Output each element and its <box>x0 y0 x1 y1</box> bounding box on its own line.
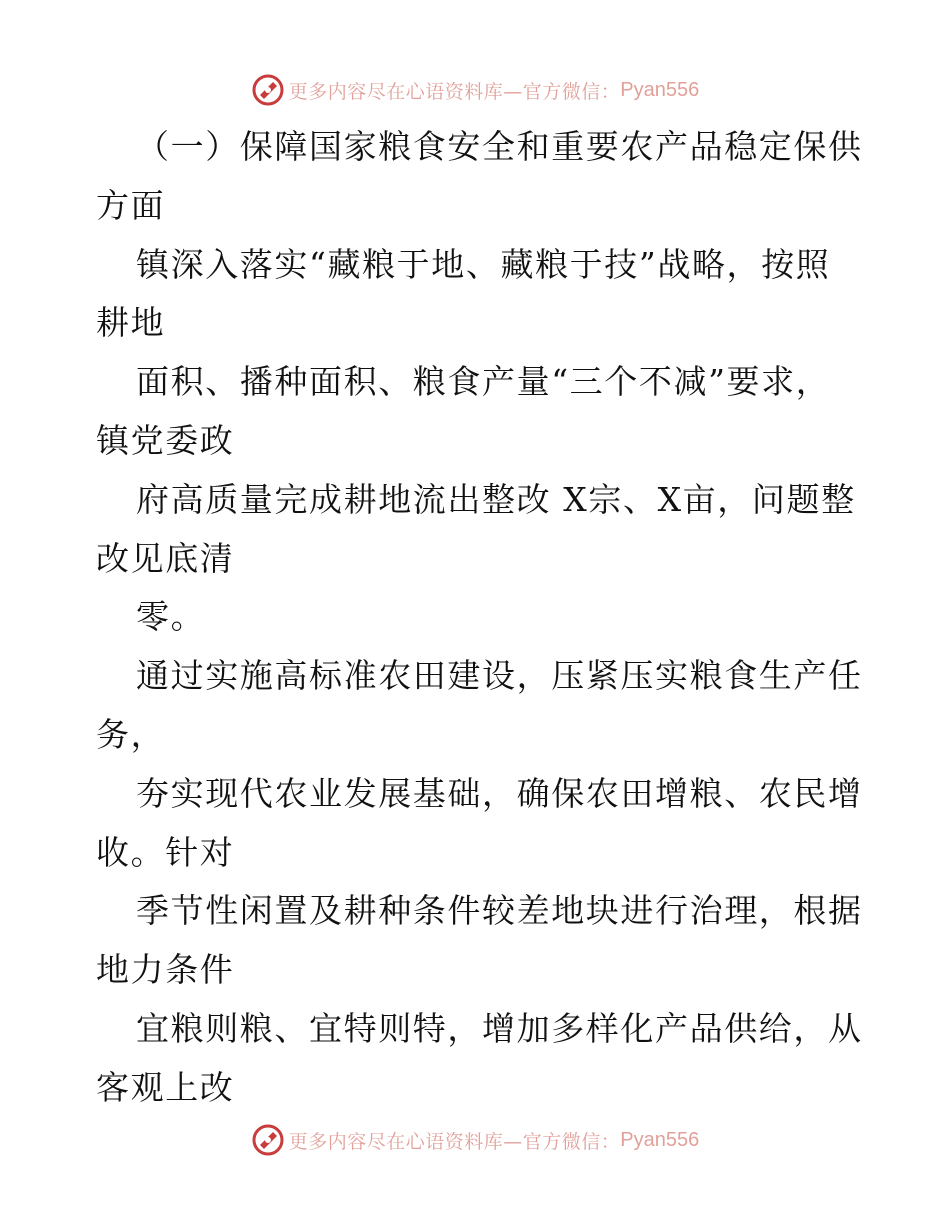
text-line: 镇党委政 <box>96 420 235 460</box>
text-line: （一）保障国家粮食安全和重要农产品稳定保供 <box>136 127 863 166</box>
text-line: 客观上改 <box>96 1067 235 1107</box>
logo-icon <box>251 73 285 107</box>
watermark-wechat-id: Pyan556 <box>620 78 700 101</box>
text-line: 府高质量完成耕地流出整改 X宗、X亩，问题整 <box>136 479 856 519</box>
document-body <box>96 118 863 1118</box>
text-line: 季节性闲置及耕种条件较差地块进行治理，根据 <box>136 891 863 931</box>
text-line: 宜粮则粮、宜特则特，增加多样化产品供给，从 <box>136 1008 863 1048</box>
watermark-header <box>0 70 950 110</box>
text-line: 地力条件 <box>96 950 235 990</box>
text-line: 务， <box>96 714 166 754</box>
watermark-wechat-id: Pyan556 <box>620 1128 700 1151</box>
text-line: 面积、播种面积、粮食产量“三个不减”要求， <box>136 362 831 402</box>
watermark-footer <box>0 1120 950 1160</box>
text-line: 夯实现代农业发展基础，确保农田增粮、农民增 <box>136 773 863 813</box>
logo-icon <box>251 1123 285 1157</box>
text-line: 耕地 <box>96 303 166 343</box>
text-line: 收。针对 <box>96 832 235 872</box>
text-line: 方面 <box>96 185 166 225</box>
watermark-text: 更多内容尽在心语资料库—官方微信： <box>288 80 621 103</box>
text-line: 改见底清 <box>96 538 235 578</box>
watermark-text: 更多内容尽在心语资料库—官方微信： <box>288 1130 621 1153</box>
text-line: 通过实施高标准农田建设，压紧压实粮食生产任 <box>136 656 863 696</box>
text-line: 镇深入落实“藏粮于地、藏粮于技”战略，按照 <box>136 244 831 284</box>
text-line: 零。 <box>136 597 206 637</box>
